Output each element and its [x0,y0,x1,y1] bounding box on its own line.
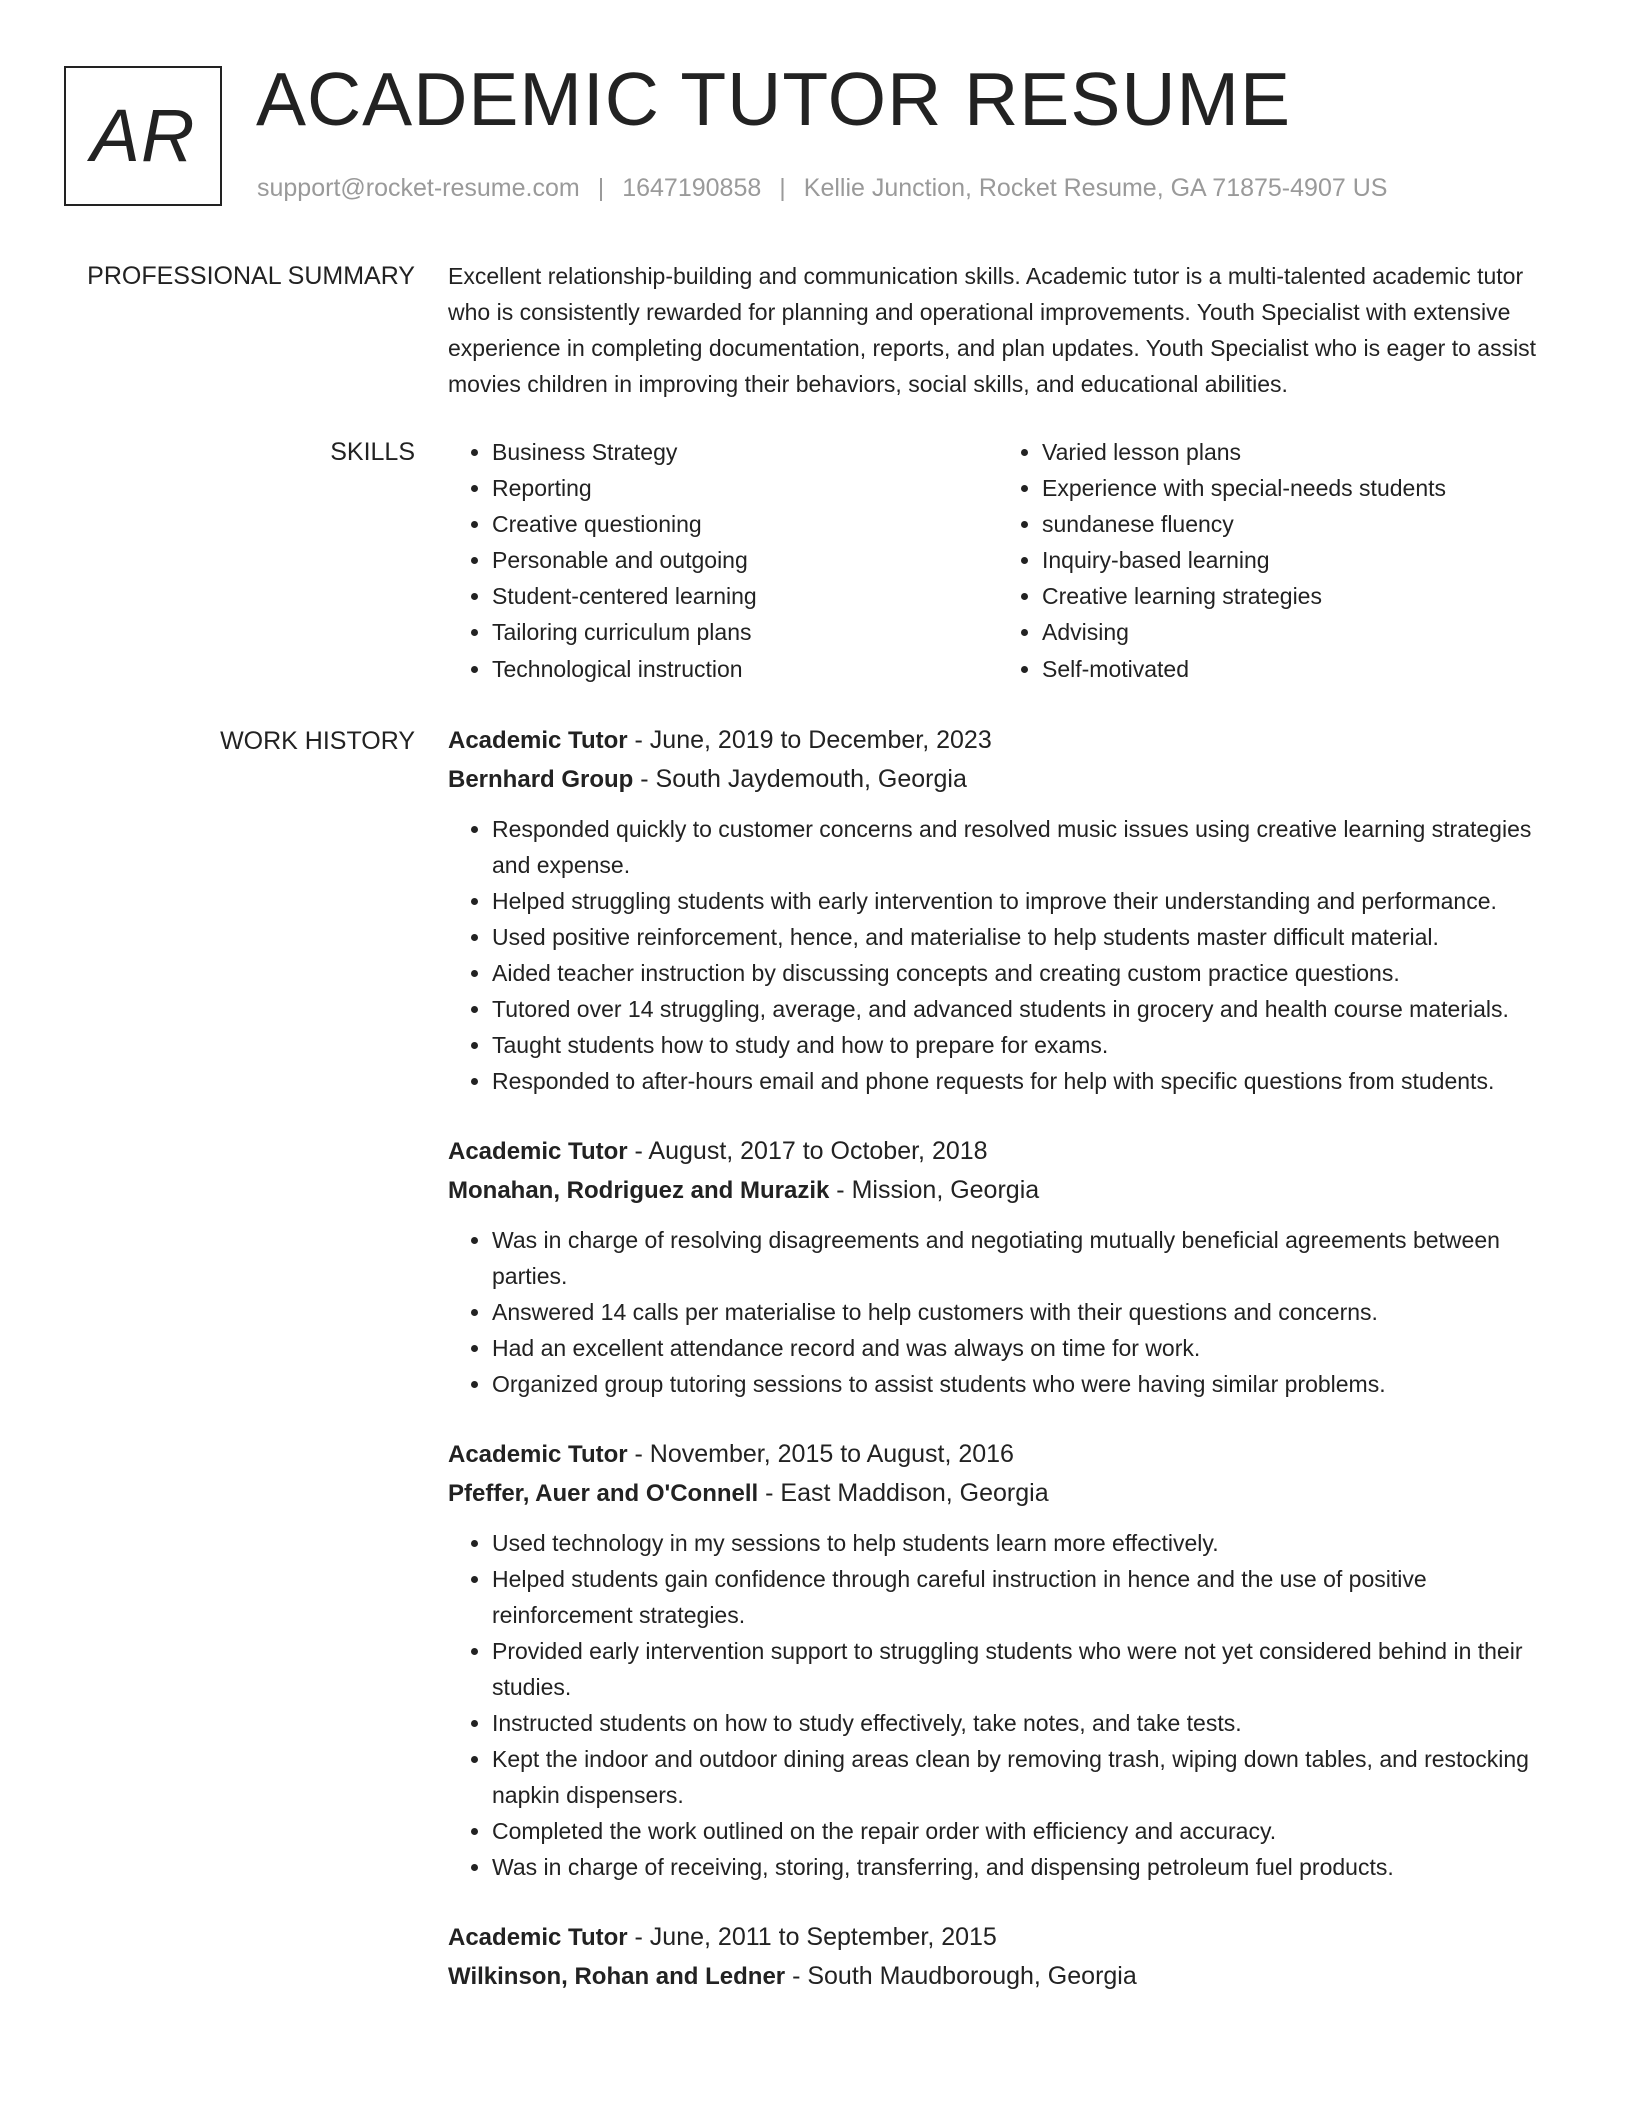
job-bullet: • Was in charge of receiving, storing, transferring, and dispensing petroleum fuel products. [492,1849,1570,1885]
job-company: Pfeffer, Auer and O'Connell [448,1480,759,1507]
skills-body [448,434,1570,687]
job-location: - South Jaydemouth, Georgia [633,765,967,793]
job-title-line [448,1918,1570,1957]
contact-address: Kellie Junction, Rocket Resume, GA 71875-4907 US [803,174,1388,202]
skill-item: • Self-motivated [1042,651,1542,687]
job-entry [448,721,1570,1099]
job-title-line [448,1435,1570,1474]
job-location: - Mission, Georgia [829,1176,1040,1204]
monogram-box [64,66,222,206]
job-location: - East Maddison, Georgia [758,1479,1049,1507]
skill-item: • Business Strategy [492,434,998,470]
job-bullet: • Organized group tutoring sessions to assist students who were having similar problems. [492,1366,1570,1402]
job-bullet-list [448,811,1570,1099]
job-bullet: • Taught students how to study and how to prepare for exams. [492,1027,1570,1063]
contact-line [257,174,1387,203]
job-bullet-list [448,1222,1570,1402]
job-bullet: • Provided early intervention support to struggling students who were not yet considered behind in their studies. [492,1633,1570,1705]
contact-separator: | [597,174,605,202]
job-company: Monahan, Rodriguez and Murazik [448,1177,830,1204]
skill-item: • Tailoring curriculum plans [492,614,998,650]
job-bullet: • Kept the indoor and outdoor dining areas clean by removing trash, wiping down tables, and restocking napkin dispensers. [492,1741,1570,1813]
job-company-line [448,1171,1570,1210]
job-bullet: • Was in charge of resolving disagreements and negotiating mutually beneficial agreements between parties. [492,1222,1570,1294]
contact-phone: 1647190858 [622,174,762,202]
job-title: Academic Tutor [448,1138,628,1165]
job-bullet: • Helped students gain confidence through careful instruction in hence and the use of positive reinforcement strategies. [492,1561,1570,1633]
skill-item: • Technological instruction [492,651,998,687]
skill-item: • Experience with special-needs students [1042,470,1542,506]
job-bullet: • Helped struggling students with early intervention to improve their understanding and performance. [492,883,1570,919]
skill-item: • Creative learning strategies [1042,578,1542,614]
skill-item: • Personable and outgoing [492,542,998,578]
job-bullet: • Answered 14 calls per materialise to help customers with their questions and concerns. [492,1294,1570,1330]
job-dates: - November, 2015 to August, 2016 [627,1440,1014,1468]
skill-item: • Inquiry-based learning [1042,542,1542,578]
job-title: Academic Tutor [448,727,628,754]
job-bullet: • Responded quickly to customer concerns and resolved music issues using creative learning strategies and expense. [492,811,1570,883]
job-dates: - June, 2011 to September, 2015 [627,1923,997,1951]
job-title: Academic Tutor [448,1924,628,1951]
job-bullet: • Tutored over 14 struggling, average, and advanced students in grocery and health course materials. [492,991,1570,1027]
monogram-initials: AR [90,94,196,177]
job-company: Bernhard Group [448,766,634,793]
job-entry [448,1435,1570,1885]
job-bullet: • Used technology in my sessions to help students learn more effectively. [492,1525,1570,1561]
summary-label: PROFESSIONAL SUMMARY [87,262,415,290]
skill-item: • sundanese fluency [1042,506,1542,542]
work-history-label: WORK HISTORY [220,727,415,755]
job-company-line [448,1474,1570,1513]
contact-email: support@rocket-resume.com [257,174,580,202]
job-title-line [448,721,1570,760]
work-history-body [448,721,1570,2029]
summary-text: Excellent relationship-building and communication skills. Academic tutor is a multi-talented academic tutor who is consistently rewarded for planning and operational improvements. Youth Specialist with extensive experience in completing documentation, reports, and plan updates. Youth Specialist who is eager to assist movies children in improving their behaviors, social skills, and educational abilities. [448,263,1537,397]
job-bullet: • Responded to after-hours email and phone requests for help with specific questions from students. [492,1063,1570,1099]
job-title: Academic Tutor [448,1441,628,1468]
skill-item: • Student-centered learning [492,578,998,614]
skills-list-left [448,434,998,687]
job-bullet: • Instructed students on how to study effectively, take notes, and take tests. [492,1705,1570,1741]
summary-body [448,258,1570,402]
skills-list-right [998,434,1542,687]
job-bullet: • Aided teacher instruction by discussing concepts and creating custom practice questions. [492,955,1570,991]
resume-title: ACADEMIC TUTOR RESUME [256,57,1292,141]
job-entry [448,1132,1570,1402]
job-dates: - June, 2019 to December, 2023 [627,726,992,754]
skill-item: • Advising [1042,614,1542,650]
job-title-line [448,1132,1570,1171]
job-company-line [448,1957,1570,1996]
skill-item: • Creative questioning [492,506,998,542]
skills-columns [448,434,1570,687]
job-bullet: • Had an excellent attendance record and was always on time for work. [492,1330,1570,1366]
job-bullet: • Completed the work outlined on the repair order with efficiency and accuracy. [492,1813,1570,1849]
job-company: Wilkinson, Rohan and Ledner [448,1963,786,1990]
job-company-line [448,760,1570,799]
contact-separator: | [779,174,786,202]
skills-label: SKILLS [330,438,415,466]
job-location: - South Maudborough, Georgia [785,1962,1137,1990]
skill-item: • Reporting [492,470,998,506]
job-bullet-list [448,1525,1570,1885]
job-bullet: • Used positive reinforcement, hence, and materialise to help students master difficult material. [492,919,1570,955]
skill-item: • Varied lesson plans [1042,434,1542,470]
job-dates: - August, 2017 to October, 2018 [627,1137,988,1165]
job-entry [448,1918,1570,1996]
